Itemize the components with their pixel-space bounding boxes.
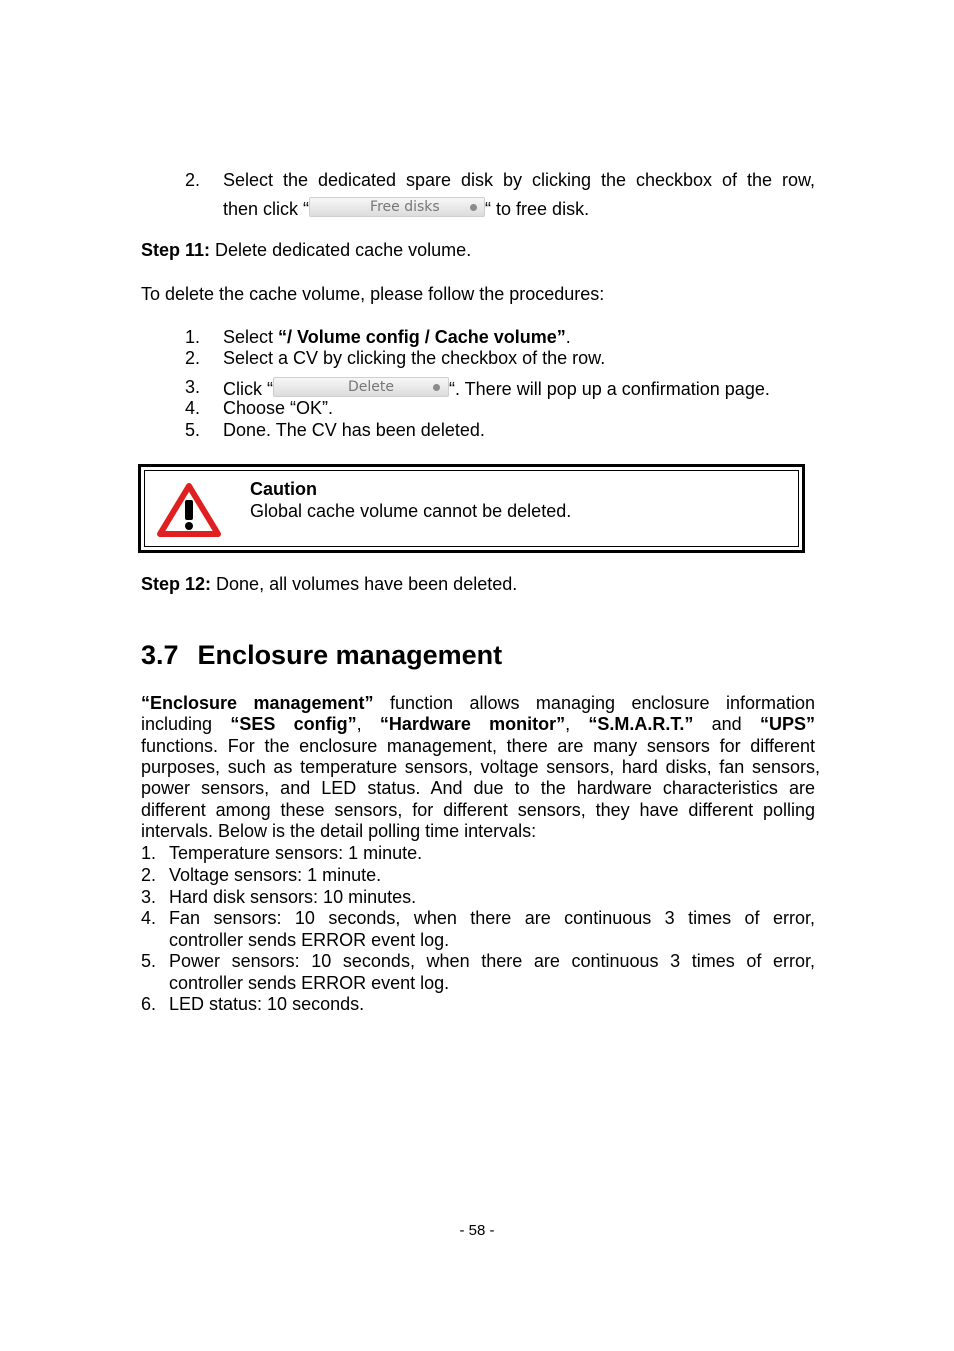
page-number: - 58 - xyxy=(459,1222,495,1239)
step-11: Step 11: Delete dedicated cache volume. xyxy=(141,240,472,260)
paragraph-line: functions. For the enclosure management, there are many sensors for different xyxy=(141,736,815,756)
list-number: 3. xyxy=(185,377,201,397)
list-item-text: Voltage sensors: 1 minute. xyxy=(169,865,382,885)
paragraph-line: intervals. Below is the detail polling time intervals: xyxy=(141,821,537,841)
list-number: 5. xyxy=(141,951,157,971)
paragraph-line: “Enclosure management” function allows managing enclosure information xyxy=(141,693,815,713)
caution-text: Global cache volume cannot be deleted. xyxy=(250,501,572,521)
free-disks-button[interactable]: Free disks xyxy=(309,197,485,217)
list-item-text: LED status: 10 seconds. xyxy=(169,994,365,1014)
list-item-text: Select the dedicated spare disk by clicking the checkbox of the row, xyxy=(223,170,815,190)
list-item-text: controller sends ERROR event log. xyxy=(169,973,450,993)
list-item-text: Temperature sensors: 1 minute. xyxy=(169,843,423,863)
list-item-text: then click “ Free disks “ to free disk. xyxy=(223,199,590,219)
intro-text: To delete the cache volume, please follow the procedures: xyxy=(141,284,605,304)
paragraph-line: including “SES config”, “Hardware monitor”, “S.M.A.R.T.” and “UPS” xyxy=(141,714,815,734)
button-dot-icon xyxy=(433,384,440,391)
list-item-text: Select a CV by clicking the checkbox of the row. xyxy=(223,348,606,368)
list-item-text: Fan sensors: 10 seconds, when there are continuous 3 times of error, xyxy=(169,908,815,928)
list-item-text: controller sends ERROR event log. xyxy=(169,930,450,950)
list-item-text: Choose “OK”. xyxy=(223,398,334,418)
list-number: 2. xyxy=(185,348,201,368)
list-number: 3. xyxy=(141,887,157,907)
list-number: 2. xyxy=(185,170,201,190)
list-item-text: Click “ Delete “. There will pop up a confirmation page. xyxy=(223,379,770,399)
step-12: Step 12: Done, all volumes have been deleted. xyxy=(141,574,518,594)
delete-button[interactable]: Delete xyxy=(273,377,449,397)
paragraph-line: different among these sensors, for different sensors, they have different polling xyxy=(141,800,815,820)
list-number: 2. xyxy=(141,865,157,885)
list-number: 1. xyxy=(141,843,157,863)
paragraph-line: power sensors, and LED status. And due to the hardware characteristics are xyxy=(141,778,815,798)
list-number: 5. xyxy=(185,420,201,440)
list-item-text: Done. The CV has been deleted. xyxy=(223,420,485,440)
list-number: 4. xyxy=(185,398,201,418)
section-heading: 3.7 Enclosure management xyxy=(141,640,503,670)
list-number: 6. xyxy=(141,994,157,1014)
list-item-text: Hard disk sensors: 10 minutes. xyxy=(169,887,417,907)
list-item-text: Select “/ Volume config / Cache volume”. xyxy=(223,327,571,347)
list-number: 4. xyxy=(141,908,157,928)
list-number: 1. xyxy=(185,327,201,347)
list-item-text: Power sensors: 10 seconds, when there are continuous 3 times of error, xyxy=(169,951,815,971)
caution-title: Caution xyxy=(250,479,317,499)
warning-triangle-icon xyxy=(156,482,222,538)
button-dot-icon xyxy=(470,204,477,211)
caution-box xyxy=(138,464,805,553)
paragraph-line: purposes, such as temperature sensors, voltage sensors, hard disks, fan sensors, xyxy=(141,757,820,777)
